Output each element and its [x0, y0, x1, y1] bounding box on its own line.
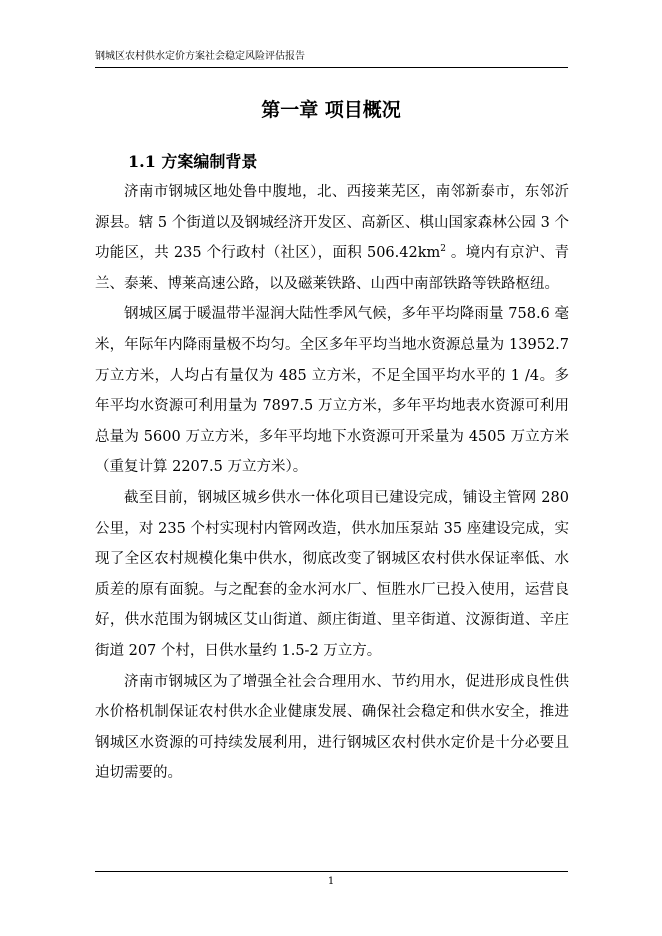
running-header-title: 钢城区农村供水定价方案社会稳定风险评估报告 [95, 51, 305, 62]
chapter-title: 第一章 项目概况 [261, 99, 401, 121]
footer-rule [95, 871, 568, 872]
paragraph-1-text-continued: 。境内有京沪、青兰、泰莱、博莱高速公路，以及磁莱铁路、山西中南部铁路等铁路枢纽。 [95, 245, 570, 292]
page-number: 1 [327, 876, 335, 887]
paragraph-3: 截至目前，钢城区城乡供水一体化项目已建设完成，铺设主管网 280 公里，对 235 个村实现村内管网改造，供水加压泵站 35 座建设完成，实现了全区农村规模化集中供水，彻底改变了钢城区农村供水保证率低、水质差的原有面貌。与之配套的金水河水厂、恒胜水厂已投入使用，运营良好，供水范围为钢城区艾山街道、颜庄街道、里辛街道、汶源街道、辛庄街道 207 个村，日供水量约 1.5-2 万立方。 [95, 489, 569, 659]
paragraph-1 [95, 177, 569, 299]
running-header [95, 50, 568, 68]
body-text [95, 177, 569, 789]
paragraph-2: 钢城区属于暖温带半湿润大陆性季风气候，多年平均降雨量 758.6 毫米，年际年内降雨量极不均匀。全区多年平均当地水资源总量为 13952.7 万立方米，人均占有量仅为 485 立方米，不足全国平均水平的 1 /4。多年平均水资源可利用量为 7897.5 万立方米，多年平均地表水资源可利用总量为 5600 万立方米，多年平均地下水资源可开采量为 4505 万立方米（重复计算 2207.5 万立方米）。 [95, 306, 569, 476]
paragraph-4: 济南市钢城区为了增强全社会合理用水、节约用水，促进形成良性供水价格机制保证农村供水企业健康发展、确保社会稳定和供水安全，推进钢城区水资源的可持续发展利用，进行钢城区农村供水定价是十分必要且迫切需要的。 [95, 673, 569, 782]
paragraph-1-text: 济南市钢城区地处鲁中腹地，北、西接莱芜区，南邻新泰市，东邻沂源县。辖 5 个街道以及钢城经济开发区、高新区、棋山国家森林公园 3 个功能区，共 235 个行政村（社区），面积 506.42km [95, 184, 569, 262]
section-heading: 1.1 方案编制背景 [128, 152, 258, 171]
area-unit-superscript: 2 [440, 244, 446, 255]
